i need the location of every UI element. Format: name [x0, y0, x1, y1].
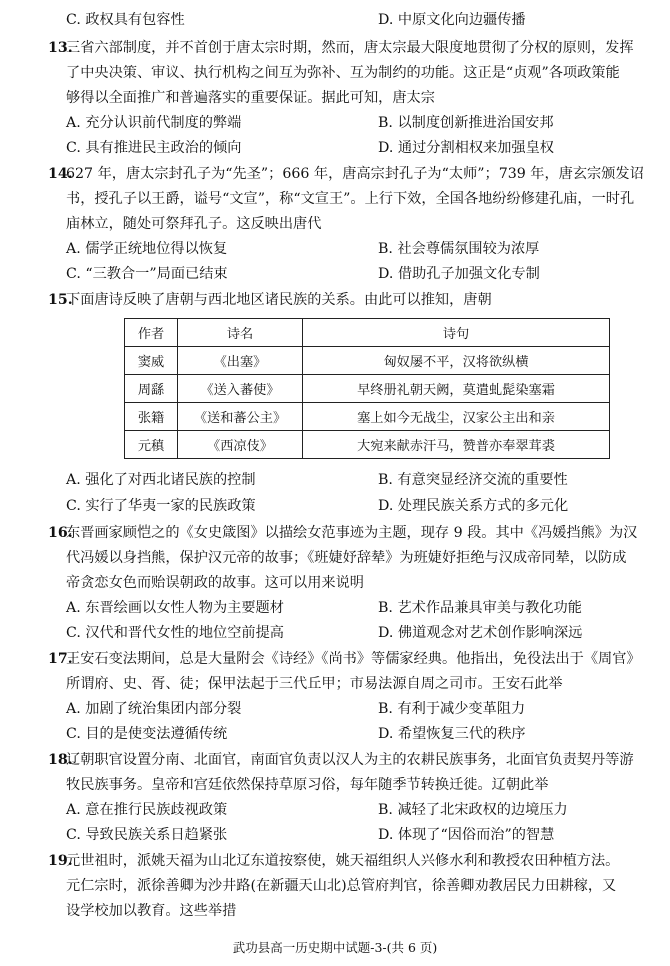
q16-text-line: 代冯媛以身挡熊，保护汉元帝的故事；《班婕妤辞辇》为班婕妤拒绝与汉成帝同辇，以防成 [66, 550, 627, 566]
q15-text-line: 下面唐诗反映了唐朝与西北地区诸民族的关系。由此可以推知，唐朝 [66, 292, 492, 308]
q19-number: 19. [48, 853, 73, 869]
q13-text-line: 三省六部制度，并不首创于唐太宗时期，然而，唐太宗最大限度地贯彻了分权的原则，发挥 [66, 40, 634, 56]
q15-option-d[interactable]: D. 处理民族关系方式的多元化 [378, 498, 569, 514]
q16-option-d[interactable]: D. 佛道观念对艺术创作影响深远 [378, 625, 583, 641]
q16-stem-line-1 [0, 521, 670, 546]
q19-stem-line-2 [0, 874, 670, 899]
q17-stem-line-1 [0, 647, 670, 672]
q17-option-c[interactable]: C. 目的是使变法遵循传统 [66, 726, 228, 742]
q16-number: 16. [48, 525, 73, 541]
q14-options-row-cd [0, 262, 670, 287]
q18-text-line: 辽朝职官设置分南、北面官，南面官负责以汉人为主的农耕民族事务，北面官负责契丹等游 [66, 752, 634, 768]
q19-stem-line-3 [0, 899, 670, 924]
poem-author-cell: 元稹 [125, 431, 178, 459]
q19-text-line: 元仁宗时，派徐善卿为沙井路(在新疆天山北)总管府判官，徐善卿劝教居民力田耕稼，又 [66, 878, 617, 894]
q13-option-d[interactable]: D. 通过分割相权来加强皇权 [378, 140, 554, 156]
q17-option-d[interactable]: D. 希望恢复三代的秩序 [378, 726, 526, 742]
poem-verse-cell: 塞上如今无战尘，汉家公主出和亲 [303, 403, 610, 431]
q13-stem-line-2 [0, 61, 670, 86]
q18-option-d[interactable]: D. 体现了“因俗而治”的智慧 [378, 827, 555, 843]
q15-option-a[interactable]: A. 强化了对西北诸民族的控制 [66, 472, 256, 488]
q18-options-row-cd [0, 823, 670, 848]
q13-options-row-cd [0, 136, 670, 161]
q16-stem-line-2 [0, 546, 670, 571]
q15-options-row-ab [0, 468, 670, 493]
q16-stem-line-3 [0, 571, 670, 596]
q15-number: 15. [48, 292, 73, 308]
q17-text-line: 所谓府、史、胥、徒；保甲法起于三代丘甲；市易法源自周之司市。王安石此举 [66, 676, 563, 692]
q16-text-line: 帝贪恋女色而贻误朝政的故事。这可以用来说明 [66, 575, 364, 591]
q18-option-a[interactable]: A. 意在推行民族歧视政策 [66, 802, 228, 818]
q18-options-row-ab [0, 798, 670, 823]
q18-stem-line-2 [0, 773, 670, 798]
q17-options-row-ab [0, 697, 670, 722]
poem-verse-cell: 匈奴屡不平，汉将欲纵横 [303, 347, 610, 375]
poem-verse-cell: 大宛来献赤汗马，赞普亦奉翠茸裘 [303, 431, 610, 459]
q14-text-line: 庙林立，随处可祭拜孔子。这反映出唐代 [66, 216, 322, 232]
q15-stem-line-1 [0, 288, 670, 313]
poem-author-cell: 周繇 [125, 375, 178, 403]
q13-stem-line-1 [0, 36, 670, 61]
q17-option-b[interactable]: B. 有利于减少变革阻力 [378, 701, 526, 717]
q17-text-line: 王安石变法期间，总是大量附会《诗经》《尚书》等儒家经典。他指出，免役法出于《周官》 [66, 651, 641, 667]
q18-number: 18. [48, 752, 73, 768]
q17-stem-line-2 [0, 672, 670, 697]
poem-table-header-verse: 诗句 [303, 319, 610, 347]
q19-text-line: 设学校加以教育。这些举措 [66, 903, 237, 919]
poem-author-cell: 张籍 [125, 403, 178, 431]
q13-option-a[interactable]: A. 充分认识前代制度的弊端 [66, 115, 242, 131]
q18-option-b[interactable]: B. 减轻了北宋政权的边境压力 [378, 802, 568, 818]
q13-text-line: 够得以全面推广和普遍落实的重要保证。据此可知，唐太宗 [66, 90, 435, 106]
q19-text-line: 元世祖时，派姚天福为山北辽东道按察使，姚天福组织人兴修水利和教授农田种植方法。 [66, 853, 620, 869]
q14-option-b[interactable]: B. 社会尊儒氛围较为浓厚 [378, 241, 540, 257]
q13-number: 13. [48, 40, 73, 56]
q14-option-d[interactable]: D. 借助孔子加强文化专制 [378, 266, 540, 282]
q16-options-row-ab [0, 596, 670, 621]
q14-stem-line-2 [0, 187, 670, 212]
q15-option-c[interactable]: C. 实行了华夷一家的民族政策 [66, 498, 256, 514]
q14-stem-line-1 [0, 162, 670, 187]
q17-options-row-cd [0, 722, 670, 747]
poem-title-cell: 《出塞》 [178, 347, 303, 375]
q19-stem-line-1 [0, 849, 670, 874]
q18-option-c[interactable]: C. 导致民族关系日趋紧张 [66, 827, 228, 843]
q14-options-row-ab [0, 237, 670, 262]
poem-author-cell: 窦威 [125, 347, 178, 375]
q14-option-c[interactable]: C. “三教合一”局面已结束 [66, 266, 228, 282]
poem-table-header-title: 诗名 [178, 319, 303, 347]
q13-stem-line-3 [0, 86, 670, 111]
q16-option-b[interactable]: B. 艺术作品兼具审美与教化功能 [378, 600, 582, 616]
poem-title-cell: 《送和蕃公主》 [178, 403, 303, 431]
poem-table-row [125, 403, 610, 431]
q15-option-b[interactable]: B. 有意突显经济交流的重要性 [378, 472, 568, 488]
q12-options-row-cd [0, 8, 670, 33]
q16-options-row-cd [0, 621, 670, 646]
poem-table-header-row [125, 319, 610, 347]
q16-text-line: 东晋画家顾恺之的《女史箴图》以描绘女范事迹为主题，现存 9 段。其中《冯媛挡熊》为汉 [66, 525, 638, 541]
q13-text-line: 了中央决策、审议、执行机构之间互为弥补、互为制约的功能。这正是“贞观”各项政策能 [66, 65, 620, 81]
q14-stem-line-3 [0, 212, 670, 237]
poem-table-row [125, 431, 610, 459]
q15-options-row-cd [0, 494, 670, 519]
poem-table-row [125, 375, 610, 403]
q16-option-a[interactable]: A. 东晋绘画以女性人物为主要题材 [66, 600, 284, 616]
q18-stem-line-1 [0, 748, 670, 773]
poem-verse-cell: 早终册礼朝天阙，莫遣虬髭染塞霜 [303, 375, 610, 403]
poem-title-cell: 《西凉伎》 [178, 431, 303, 459]
q13-option-c[interactable]: C. 具有推进民主政治的倾向 [66, 140, 242, 156]
q14-text-line: 627 年，唐太宗封孔子为“先圣”；666 年，唐高宗封孔子为“太师”；739 年，唐玄宗颁发诏 [66, 166, 644, 182]
q17-number: 17. [48, 651, 73, 667]
q14-number: 14. [48, 166, 73, 182]
q16-option-c[interactable]: C. 汉代和晋代女性的地位空前提高 [66, 625, 284, 641]
q12-option-d[interactable]: D. 中原文化向边疆传播 [378, 12, 526, 28]
poem-table-header-author: 作者 [125, 319, 178, 347]
poem-title-cell: 《送入蕃使》 [178, 375, 303, 403]
q18-text-line: 牧民族事务。皇帝和宫廷依然保持草原习俗，每年随季节转换迁徙。辽朝此举 [66, 777, 549, 793]
q13-options-row-ab [0, 111, 670, 136]
q17-option-a[interactable]: A. 加剧了统治集团内部分裂 [66, 701, 242, 717]
q14-text-line: 书，授孔子以王爵，谥号“文宣”，称“文宣王”。上行下效，全国各地纷纷修建孔庙，一时孔 [66, 191, 635, 207]
page-footer: 武功县高一历史期中试题-3-(共 6 页) [232, 940, 438, 955]
q13-option-b[interactable]: B. 以制度创新推进治国安邦 [378, 115, 554, 131]
q12-option-c[interactable]: C. 政权具有包容性 [66, 12, 185, 28]
poem-table [124, 318, 610, 459]
q14-option-a[interactable]: A. 儒学正统地位得以恢复 [66, 241, 228, 257]
poem-table-row [125, 347, 610, 375]
